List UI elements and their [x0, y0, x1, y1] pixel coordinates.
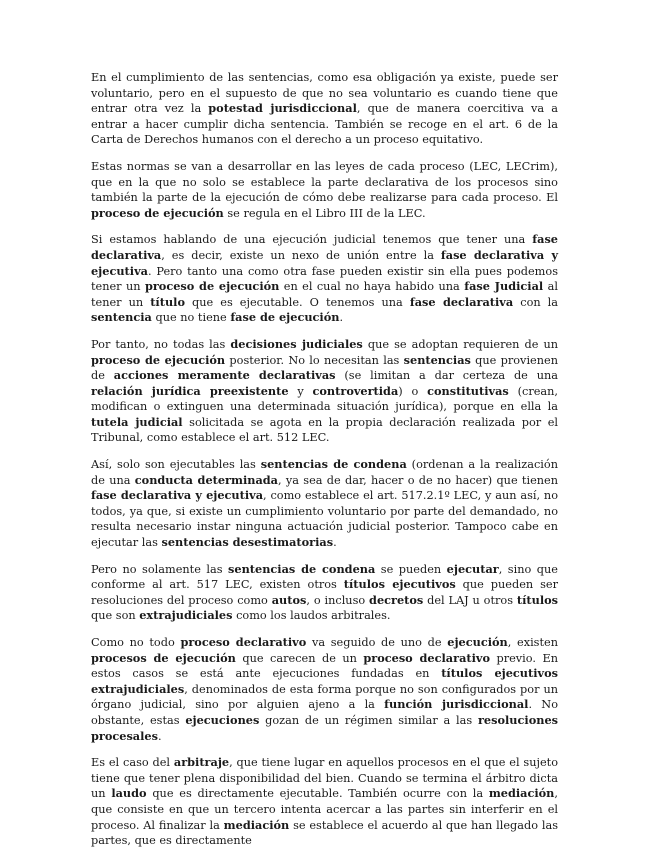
- bold-term: sentencias: [403, 352, 471, 367]
- text-run: que es ejecutable. O tenemos una: [185, 295, 410, 309]
- text-run: (ordenan a la realización de una: [91, 458, 558, 487]
- text-run: posterior. No lo necesitan las: [225, 353, 404, 367]
- text-run: (crean, modifican o extinguen una determinada situación jurídica), porque en ella la: [91, 384, 559, 414]
- text-run: Como no todo: [91, 636, 181, 649]
- bold-term: títulos ejecutivos: [343, 577, 456, 592]
- document-page: [91, 70, 558, 860]
- text-run: .: [339, 311, 344, 325]
- paragraph: [91, 562, 558, 624]
- bold-term: autos: [271, 592, 307, 607]
- text-run: , que tiene lugar en aquellos procesos en el que el sujeto tiene que tener plena disponibilidad del bien. Cuando se termina el árbitro dicta un: [91, 756, 559, 801]
- paragraph: [91, 635, 558, 744]
- text-run: como los laudos arbitrales.: [232, 609, 391, 623]
- bold-term: fase declarativa y ejecutiva: [91, 247, 559, 278]
- text-run: que es directamente ejecutable. También ocurre con la: [146, 787, 489, 801]
- bold-term: arbitraje: [173, 755, 230, 770]
- text-run: , denominados de esta forma porque no son configurados por un órgano judicial, sino por alguien ajeno a la: [91, 682, 558, 712]
- bold-term: fase declarativa: [409, 294, 514, 309]
- text-run: Así, solo son ejecutables las: [91, 458, 261, 472]
- text-run: previo. En estos casos se está ante ejecuciones fundadas en: [91, 651, 558, 681]
- bold-term: laudo: [111, 786, 147, 801]
- text-run: al tener un: [91, 280, 558, 309]
- text-run: . No obstante, estas: [91, 698, 558, 727]
- text-run: y: [288, 384, 313, 398]
- text-run: , existen: [507, 636, 558, 649]
- text-run: .: [157, 729, 162, 743]
- text-run: solicitada se agota en la propia declaración realizada por el Tribunal, como establece el art. 512 LEC.: [91, 415, 558, 445]
- text-run: , es decir, existe un nexo de unión entre la: [161, 248, 441, 262]
- bold-term: sentencias de condena: [260, 457, 407, 472]
- bold-term: títulos ejecutivos extrajudiciales: [91, 666, 558, 696]
- text-run: que provienen de: [91, 353, 558, 383]
- bold-term: controvertida: [312, 383, 399, 398]
- bold-term: ejecución: [447, 635, 508, 649]
- bold-term: relación jurídica preexistente: [91, 383, 289, 398]
- text-run: que carecen de un: [235, 651, 364, 665]
- paragraph: [91, 232, 558, 326]
- bold-term: constitutivas: [427, 383, 509, 398]
- paragraph: [91, 159, 558, 221]
- bold-term: mediación: [223, 817, 290, 832]
- bold-term: proceso declarativo: [363, 650, 490, 665]
- text-run: Estas normas se van a desarrollar en las leyes de cada proceso (LEC, LECrim), que en la que no solo se establece la parte declarativa de los procesos sino también la parte de la ejecución de cómo debe realizarse para cada proceso. El: [91, 159, 558, 205]
- text-run: en el cual no haya habido una: [279, 280, 465, 294]
- text-run: Si estamos hablando de una ejecución judicial tenemos que tener una: [91, 233, 533, 247]
- bold-term: sentencia: [91, 310, 152, 325]
- paragraph: [91, 457, 558, 551]
- text-run: con la: [513, 295, 559, 309]
- text-run: Por tanto, no todas las: [91, 337, 231, 351]
- text-run: (se limitan a dar certeza de una: [335, 369, 558, 383]
- bold-term: sentencias de condena: [228, 561, 376, 576]
- bold-term: fase Judicial: [464, 279, 544, 294]
- text-run: , que consiste en que un tercero intenta acercar a las partes sin interferir en el proceso. Al finalizar la: [91, 787, 558, 832]
- bold-term: tutela judicial: [91, 414, 183, 429]
- text-run: se pueden: [375, 562, 447, 576]
- bold-term: fase declarativa: [91, 232, 558, 262]
- bold-term: función jurisdiccional: [384, 697, 529, 712]
- text-run: que no tiene: [151, 311, 231, 325]
- text-run: , como establece el art. 517.2.1º LEC, y aun así, no todos, ya que, si existe un cumplimiento voluntario por parte del demandado, no resulta necesario instar ninguna actuación judicial posterior. Tampoco cabe en ejecutar las: [91, 489, 559, 550]
- bold-term: potestad jurisdiccional: [208, 101, 357, 116]
- paragraph: [91, 337, 558, 446]
- text-run: Pero no solamente las: [91, 562, 229, 576]
- bold-term: decisiones judiciales: [230, 336, 363, 351]
- bold-term: resoluciones procesales: [91, 712, 558, 743]
- bold-term: proceso declarativo: [180, 635, 307, 649]
- text-run: se establece el acuerdo al que han llegado las partes, que es directamente: [91, 818, 558, 848]
- bold-term: ejecutar: [446, 561, 499, 576]
- bold-term: proceso de ejecución: [91, 205, 224, 220]
- bold-term: procesos de ejecución: [91, 650, 236, 665]
- text-run: que pueden ser resoluciones del proceso como: [91, 578, 558, 607]
- text-run: . Pero tanto una como otra fase pueden existir sin ella pues podemos tener un: [91, 264, 558, 294]
- bold-term: proceso de ejecución: [144, 279, 280, 294]
- bold-term: títulos: [516, 592, 559, 607]
- text-run: , ya sea de dar, hacer o de no hacer) que tienen: [278, 473, 559, 487]
- text-run: , o incluso: [306, 593, 370, 607]
- text-run: En el cumplimiento de las sentencias, como esa obligación ya existe, puede ser voluntario, pero en el supuesto de que no sea voluntario es cuando tiene que entrar otra vez la: [91, 71, 558, 116]
- text-run: del LAJ u otros: [423, 593, 517, 607]
- bold-term: título: [150, 294, 185, 309]
- text-run: Es el caso del: [91, 756, 174, 770]
- bold-term: extrajudiciales: [139, 608, 233, 623]
- text-run: gozan de un régimen similar a las: [259, 713, 478, 727]
- text-run: que se adoptan requieren de un: [362, 337, 558, 351]
- text-run: va seguido de uno de: [306, 636, 448, 649]
- text-run: ) o: [398, 384, 428, 398]
- text-run: , que de manera coercitiva va a entrar a hacer cumplir dicha sentencia. También se recoge en el art. 6 de la Carta de Derechos humanos con el derecho a un proceso equitativo.: [91, 102, 558, 147]
- text-run: , sino que conforme al art. 517 LEC, existen otros: [91, 562, 558, 592]
- bold-term: decretos: [369, 592, 424, 607]
- paragraph: [91, 755, 558, 849]
- text-run: se regula en el Libro III de la LEC.: [223, 206, 426, 220]
- text-run: .: [333, 536, 337, 550]
- bold-term: mediación: [488, 786, 555, 801]
- bold-term: acciones meramente declarativas: [113, 368, 336, 383]
- bold-term: fase declarativa y ejecutiva: [91, 488, 264, 503]
- text-run: que son: [91, 609, 140, 623]
- paragraph: [91, 70, 558, 148]
- bold-term: fase de ejecución: [230, 310, 340, 325]
- bold-term: conducta determinada: [134, 472, 279, 487]
- bold-term: ejecuciones: [185, 712, 260, 727]
- bold-term: proceso de ejecución: [91, 352, 226, 367]
- bold-term: sentencias desestimatorias: [161, 535, 334, 550]
